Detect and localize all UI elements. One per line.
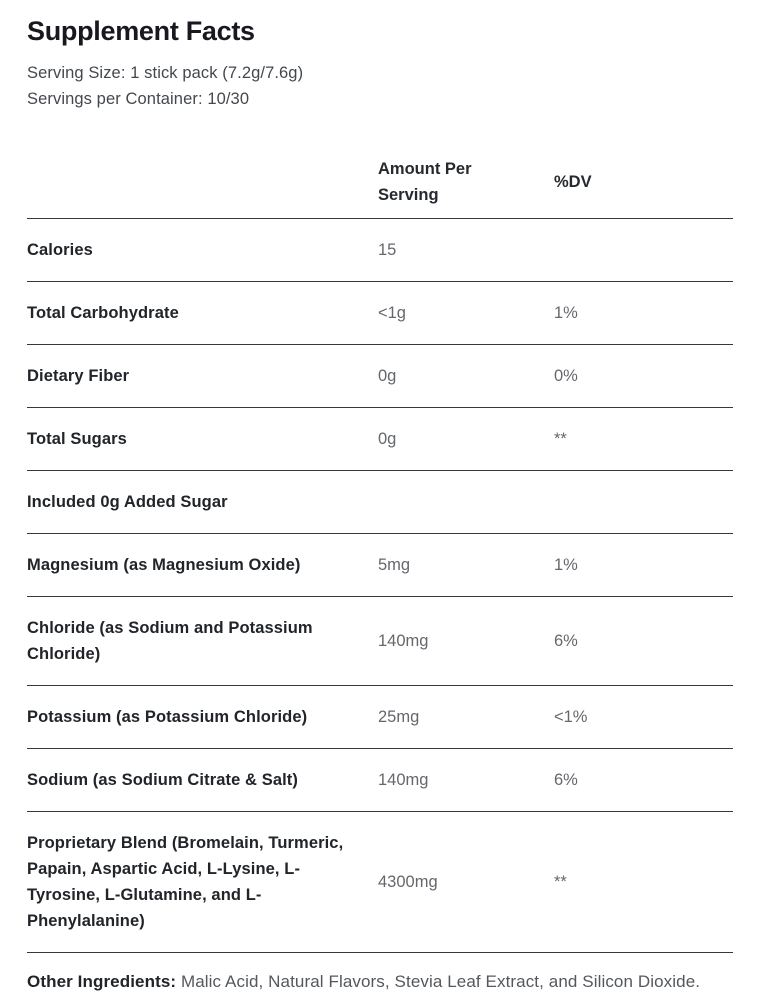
serving-size-text: Serving Size: 1 stick pack (7.2g/7.6g) [27,64,304,82]
table-row [27,471,733,534]
table-header-row [27,112,733,219]
table-row [27,219,733,282]
nutrient-label: Magnesium (as Magnesium Oxide) [27,534,378,597]
table-row [27,597,733,686]
nutrient-dv: <1% [554,686,733,749]
nutrient-amount: 0g [378,408,554,471]
nutrient-amount: 4300mg [378,812,554,953]
nutrient-dv [554,471,733,534]
nutrient-label: Total Sugars [27,408,378,471]
nutrient-dv: 6% [554,597,733,686]
page-title: Supplement Facts [27,16,255,46]
other-ingredients-text: Malic Acid, Natural Flavors, Stevia Leaf Extract, and Silicon Dioxide. [176,972,701,991]
table-row [27,408,733,471]
nutrient-dv: 0% [554,345,733,408]
table-row [27,812,733,953]
column-header-nutrient [27,112,378,219]
nutrient-label: Sodium (as Sodium Citrate & Salt) [27,749,378,812]
table-header [27,112,733,219]
column-header-dv: %DV [554,112,733,219]
table-row [27,686,733,749]
nutrient-amount [378,471,554,534]
nutrient-dv [554,219,733,282]
nutrient-label: Included 0g Added Sugar [27,471,378,534]
nutrient-amount: 0g [378,345,554,408]
nutrient-amount: 25mg [378,686,554,749]
other-ingredients-label: Other Ingredients: [27,972,177,991]
table-row [27,534,733,597]
nutrient-dv: 1% [554,282,733,345]
table-row [27,345,733,408]
nutrient-label: Total Carbohydrate [27,282,378,345]
servings-per-container-text: Servings per Container: 10/30 [27,90,250,108]
nutrient-amount: 140mg [378,749,554,812]
nutrient-label: Chloride (as Sodium and Potassium Chloride) [27,597,378,686]
nutrient-label: Dietary Fiber [27,345,378,408]
nutrient-amount: 140mg [378,597,554,686]
nutrient-dv: ** [554,812,733,953]
nutrient-dv: 1% [554,534,733,597]
nutrient-label: Proprietary Blend (Bromelain, Turmeric, Papain, Aspartic Acid, L-Lysine, L-Tyrosine, L-Glutamine, and L-Phenylalanine) [27,812,378,953]
table-row [27,282,733,345]
nutrient-amount: <1g [378,282,554,345]
column-header-amount-per-serving: Amount Per Serving [378,112,554,219]
nutrient-label: Calories [27,219,378,282]
nutrient-label: Potassium (as Potassium Chloride) [27,686,378,749]
nutrient-dv: 6% [554,749,733,812]
nutrient-amount: 15 [378,219,554,282]
nutrient-dv: ** [554,408,733,471]
supplement-facts-table [27,112,733,953]
table-row [27,749,733,812]
other-ingredients-paragraph [27,966,733,997]
nutrient-amount: 5mg [378,534,554,597]
